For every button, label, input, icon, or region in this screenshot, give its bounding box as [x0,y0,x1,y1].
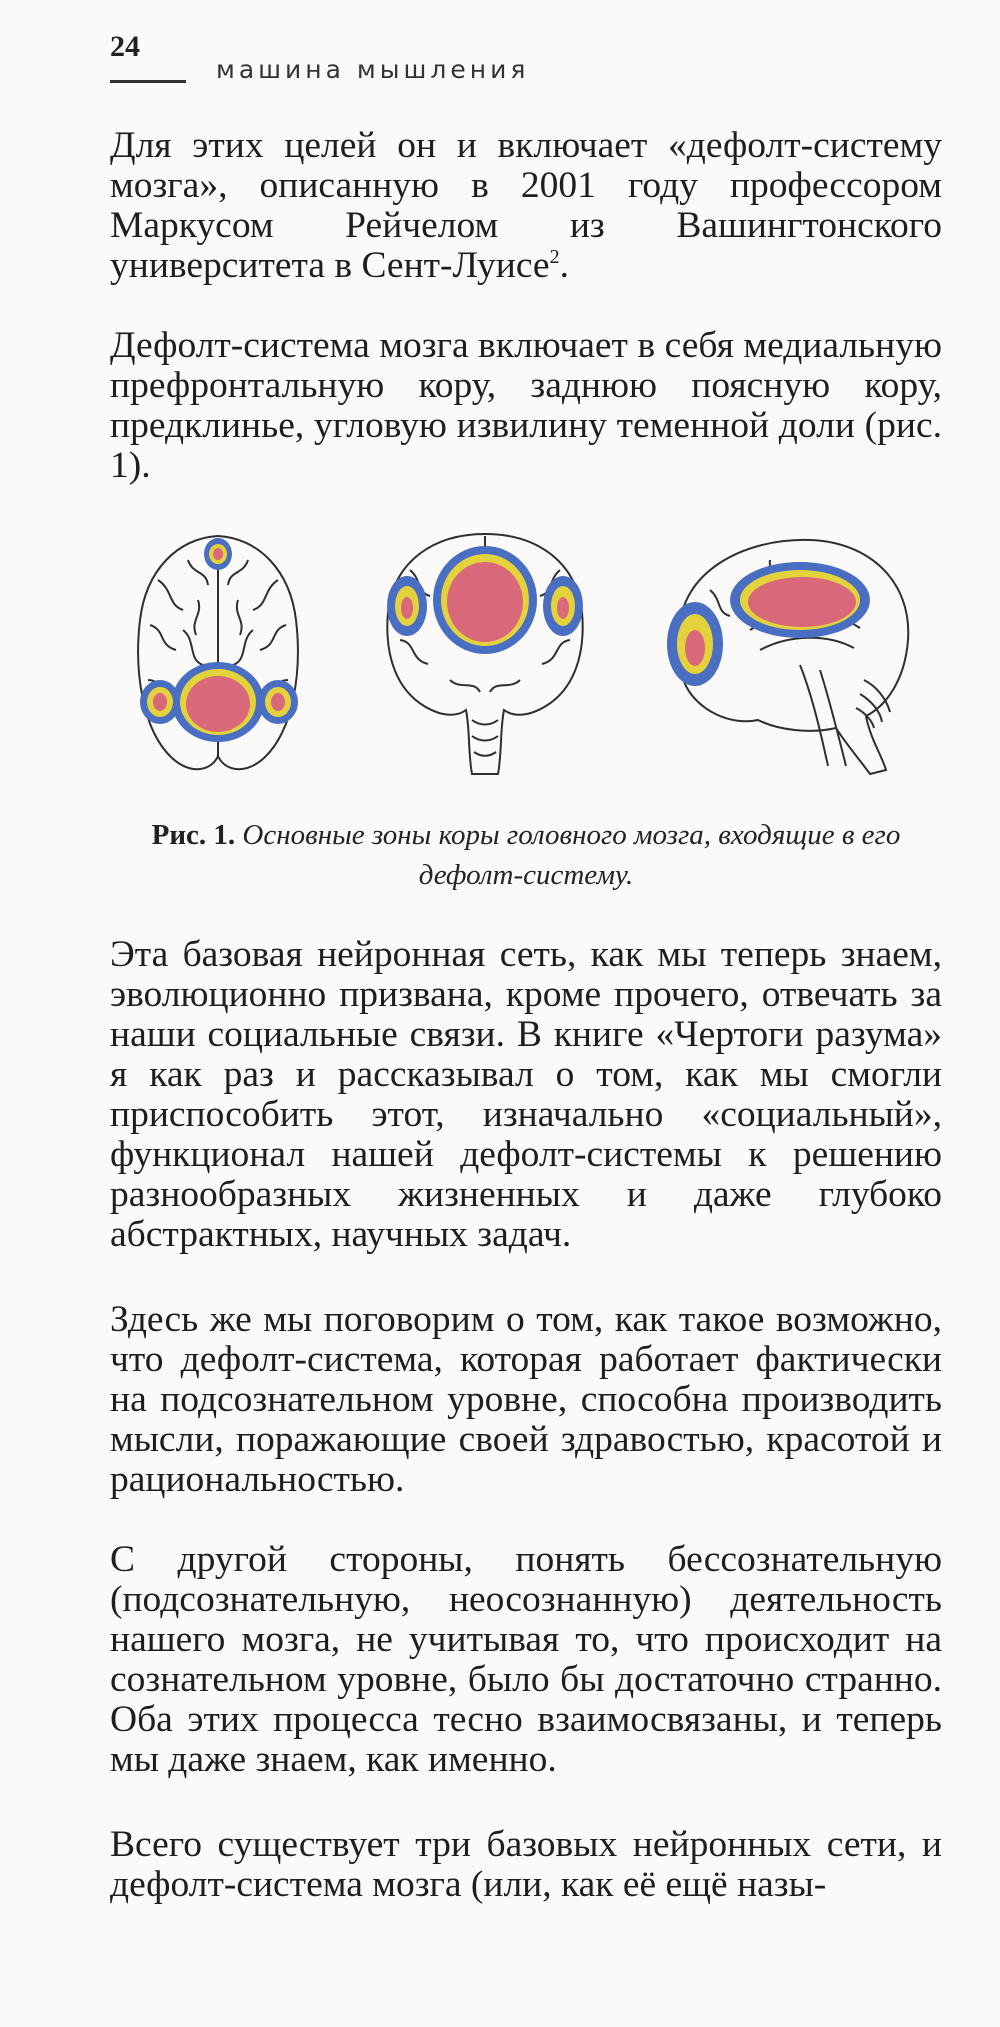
brain-side-view [650,530,920,780]
running-title: машина мышления [216,55,530,84]
page-number: 24 [110,30,140,63]
paragraph-5: С другой стороны, понять бессознательную (подсознательную, неосознанную) деятельность нашего мозга, не учитывая то, что происходит на сознательном уровне, было бы достаточно странно. Оба этих процесса тесно взаимосвязаны, и теперь мы даже знаем, как именно. [110,1539,942,1780]
figure-caption [110,815,942,895]
paragraph-1-text: Для этих целей он и включает «дефолт-систему мозга», описанную в 2001 году профессором Маркусом Рейчелом из Вашингтонского университета в Сент-Луисе [110,125,942,286]
paragraph-1-tail: . [559,245,569,286]
brain-top-view [128,530,308,780]
page-header [110,30,910,90]
paragraph-1 [110,126,942,286]
brain-figure [110,530,942,790]
figure-caption-text: Основные зоны коры головного мозга, входящие в его дефолт-систему. [242,819,901,891]
footnote-ref: 2 [549,246,560,268]
paragraph-4: Здесь же мы поговорим о том, как такое возможно, что дефолт-система, которая работает фактически на подсознательном уровне, способна производить мысли, поражающие своей здравостью, красотой и рациональностью. [110,1299,942,1500]
paragraph-2: Дефолт-система мозга включает в себя медиальную префронтальную кору, заднюю поясную кору, предклинье, угловую извилину теменной доли (рис. 1). [110,325,942,486]
brain-front-view [380,530,590,780]
paragraph-3: Эта базовая нейронная сеть, как мы теперь знаем, эволюционно призвана, кроме прочего, отвечать за наши социальные связи. В книге «Чертоги разума» я как раз и рассказывал о том, как мы смогли приспособить этот, изначально «социальный», функционал нашей дефолт-системы к решению разнообразных жизненных и даже глубоко абстрактных, научных задач. [110,934,942,1255]
header-rule [110,80,186,83]
figure-caption-label: Рис. 1. [151,819,236,851]
paragraph-6: Всего существует три базовых нейронных сети, и дефолт-система мозга (или, как её ещё назы- [110,1824,942,1905]
